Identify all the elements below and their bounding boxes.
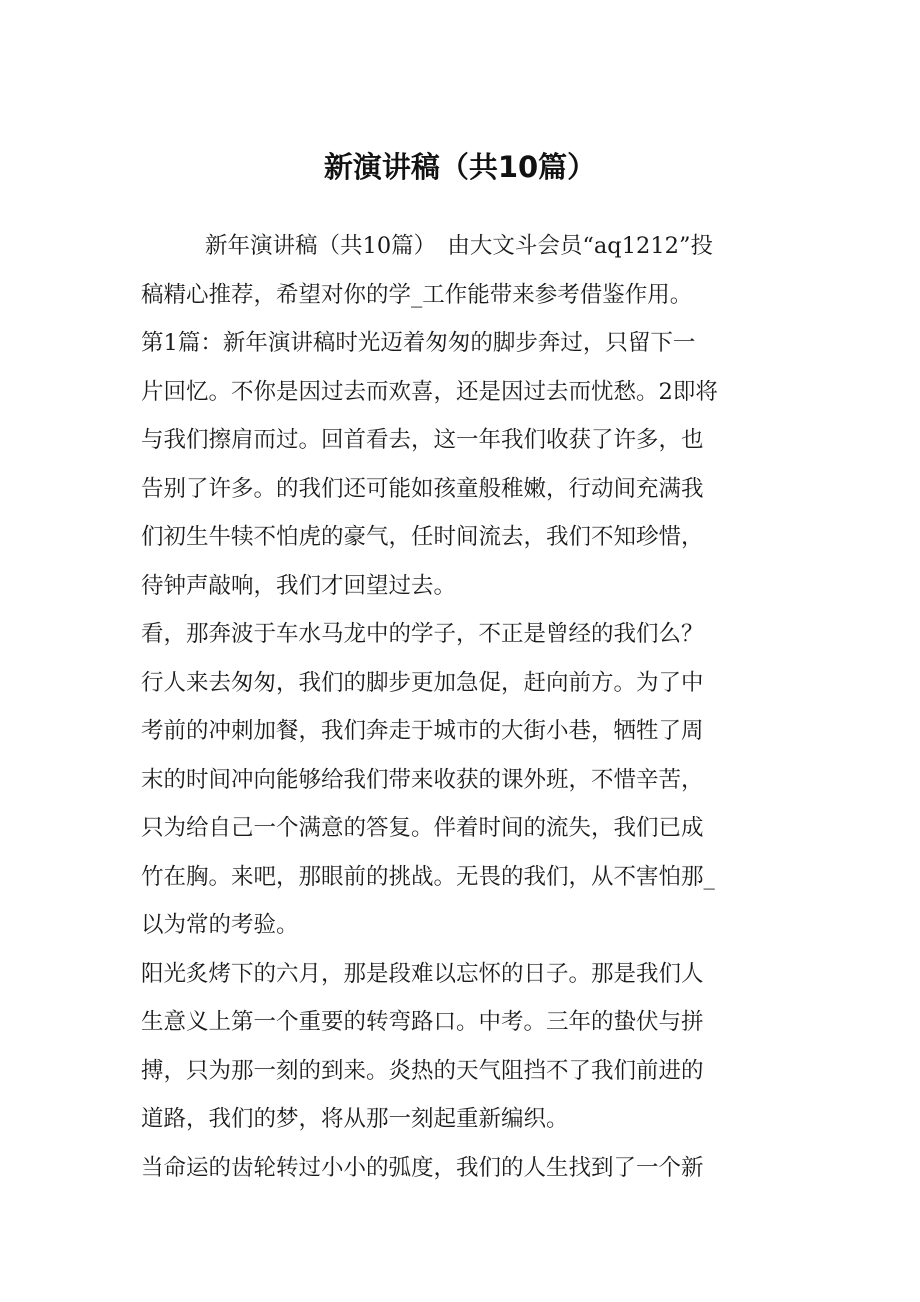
body-line: 道路，我们的梦，将从那一刻起重新编织。	[141, 1106, 569, 1132]
body-line: 搏，只为那一刻的到来。炎热的天气阻挡不了我们前进的	[141, 1057, 704, 1084]
body-line: 与我们擦肩而过。回首看去，这一年我们收获了许多，也	[141, 427, 704, 453]
body-line: 竹在胸。来吧，那眼前的挑战。无畏的我们，从不害怕那_	[141, 863, 715, 890]
document-title: 新演讲稿（共10篇）	[323, 150, 597, 184]
body-line: 末的时间冲向能够给我们带来收获的课外班，不惜辛苦，	[141, 766, 704, 793]
body-line: 生意义上第一个重要的转弯路口。中考。三年的蛰伏与拼	[141, 1009, 704, 1035]
body-line: 新年演讲稿（共10篇） 由大文斗会员“aq1212”投	[205, 233, 713, 259]
body-line: 看，那奔波于车水马龙中的学子，不正是曾经的我们么？	[141, 621, 704, 647]
body-line: 告别了许多。的我们还可能如孩童般稚嫩，行动间充满我	[141, 475, 704, 502]
body-line: 稿精心推荐，希望对你的学_工作能带来参考借鉴作用。	[141, 281, 693, 308]
body-line: 阳光炙烤下的六月，那是段难以忘怀的日子。那是我们人	[141, 960, 704, 987]
body-line: 考前的冲刺加餐，我们奔走于城市的大街小巷，牺牲了周	[141, 718, 704, 744]
body-line: 片回忆。不你是因过去而欢喜，还是因过去而忧愁。2即将	[141, 378, 718, 405]
body-line: 只为给自己一个满意的答复。伴着时间的流失，我们已成	[141, 815, 704, 841]
body-line: 当命运的齿轮转过小小的弧度，我们的人生找到了一个新	[141, 1154, 704, 1181]
body-line: 们初生牛犊不怕虎的豪气，任时间流去，我们不知珍惜，	[141, 524, 704, 550]
body-line: 以为常的考验。	[141, 912, 299, 938]
document-body	[141, 222, 781, 1192]
body-line: 行人来去匆匆，我们的脚步更加急促，赶向前方。为了中	[141, 669, 704, 696]
body-line: 待钟声敲响，我们才回望过去。	[141, 572, 457, 599]
body-line: 第1篇：新年演讲稿时光迈着匆匆的脚步奔过，只留下一	[141, 330, 696, 356]
